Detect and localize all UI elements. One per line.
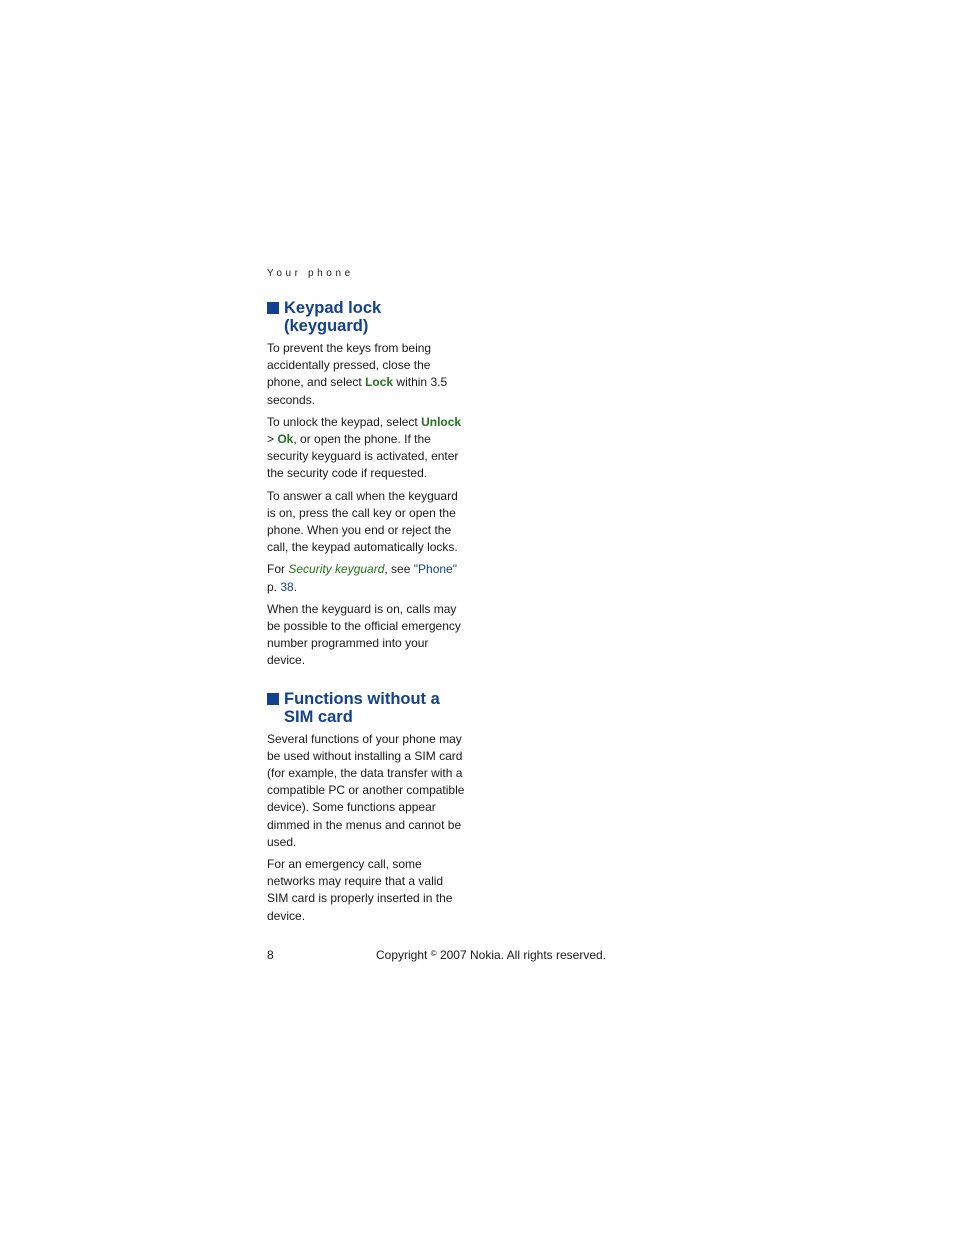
heading-square-icon — [267, 302, 279, 314]
ui-term-lock: Lock — [365, 375, 394, 390]
section-title: Functions without a SIM card — [284, 689, 440, 726]
section-title: Keypad lock (keyguard) — [284, 299, 382, 335]
setting-term-security-keyguard: Security keyguard — [288, 562, 385, 577]
paragraph-security-keyguard: For Security keyguard, see "Phone" p. 38. — [267, 562, 457, 594]
section-spacer — [267, 670, 467, 690]
page-number: 8 — [267, 948, 274, 962]
running-header: Your phone — [267, 268, 354, 279]
xref-link-phone[interactable]: "Phone" — [413, 562, 457, 577]
ui-term-ok: Ok — [277, 432, 294, 447]
paragraph-emergency-keyguard: When the keyguard is on, calls may be possible to the official emergency number programmed into your device. — [267, 601, 461, 668]
section-heading-keypad-lock — [267, 299, 467, 335]
ui-term-unlock: Unlock — [421, 414, 462, 429]
content-column — [267, 299, 467, 925]
paragraph-lock: To prevent the keys from being accidentally pressed, close the phone, and select Lock within 3.5 seconds. — [267, 341, 448, 407]
paragraph-answer-call: To answer a call when the keyguard is on, press the call key or open the phone. When you end or reject the call, the keypad automatically locks. — [267, 488, 458, 555]
xref-link-page-38[interactable]: 38 — [280, 579, 294, 594]
paragraph-unlock: To unlock the keypad, select Unlock > Ok, or open the phone. If the security keyguard is activated, enter the security code if requested. — [267, 414, 462, 481]
paragraph-emergency-sim: For an emergency call, some networks may require that a valid SIM card is properly inserted in the device. — [267, 857, 453, 923]
copyright-symbol: © — [430, 949, 437, 958]
copyright-notice: Copyright © 2007 Nokia. All rights reserved. — [376, 948, 607, 962]
section-heading-functions-without-sim — [267, 690, 467, 726]
heading-square-icon — [267, 693, 279, 705]
paragraph-functions-without-sim: Several functions of your phone may be used without installing a SIM card (for example, the data transfer with a compatible PC or another compatible device). Some functions appear dimmed in the menus and cannot be used. — [267, 731, 465, 849]
